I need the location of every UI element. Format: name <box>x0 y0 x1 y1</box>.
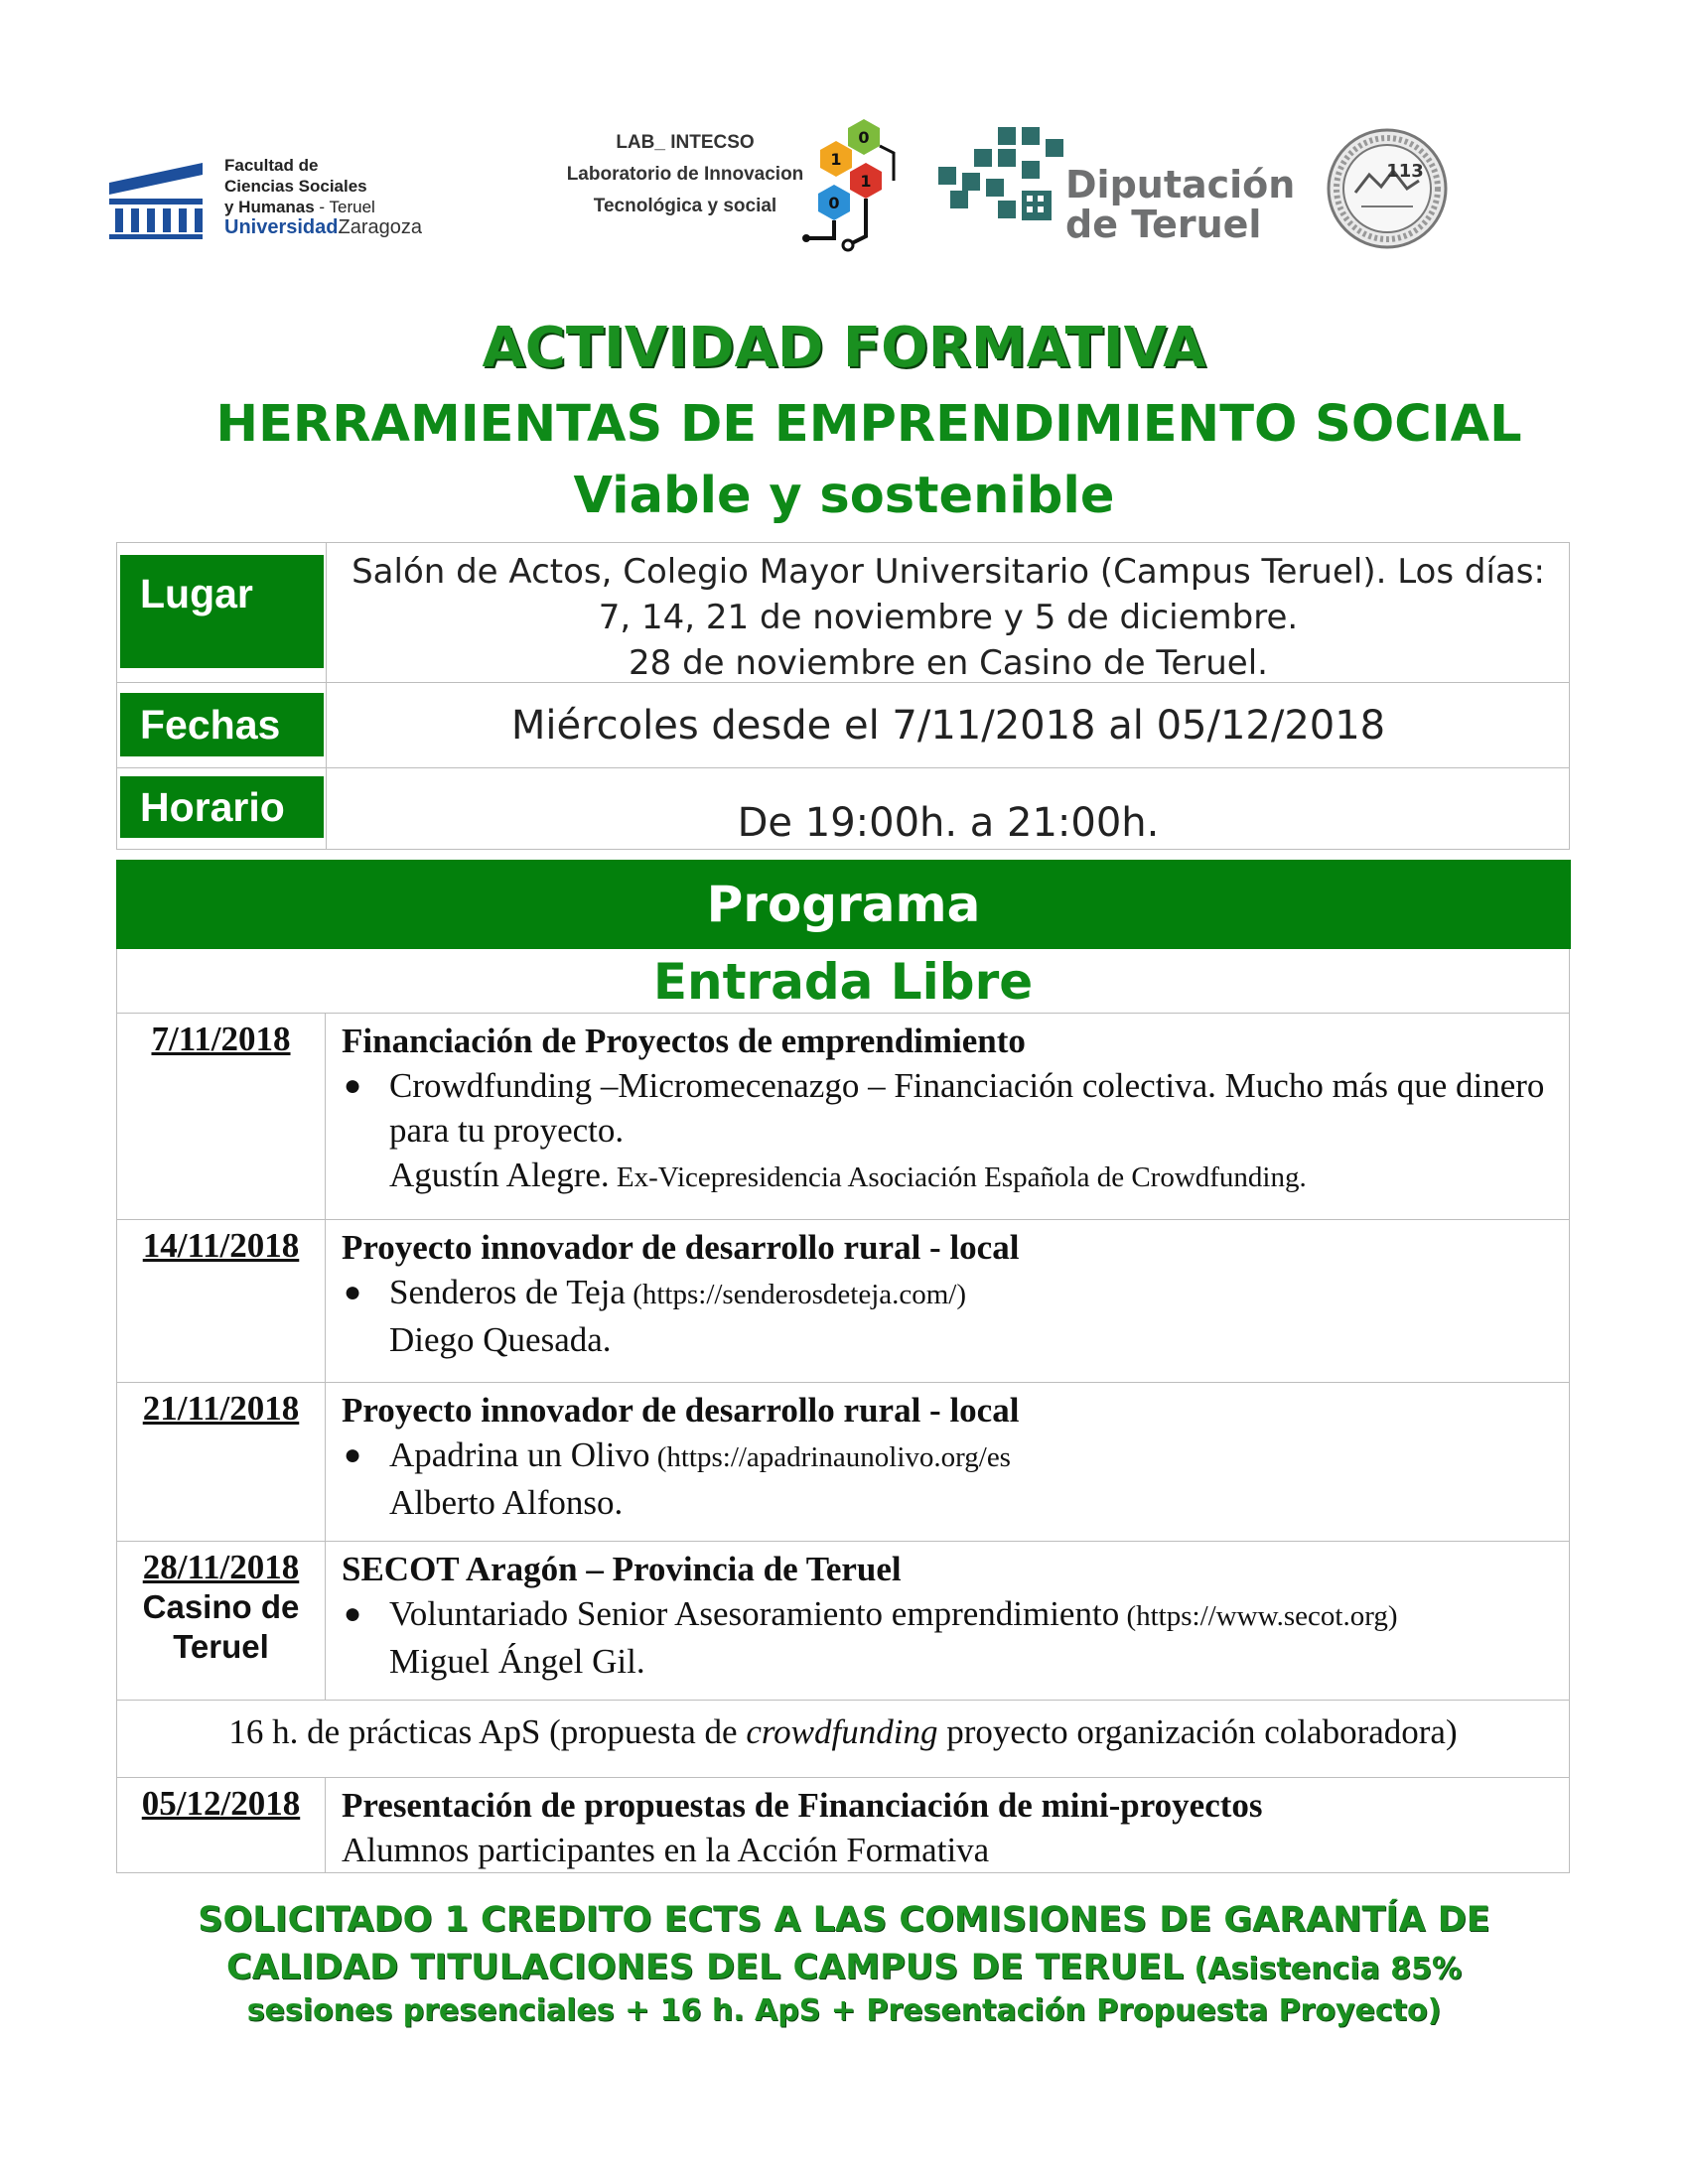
session-date: 14/11/2018 <box>142 1226 300 1265</box>
footer-note <box>119 1896 1569 2028</box>
lab-line3: Tecnológica y social <box>593 196 777 216</box>
session-speaker: Alberto Alfonso. <box>389 1483 624 1522</box>
session-row <box>117 1383 1570 1542</box>
session-body <box>326 1220 1570 1383</box>
diputacion-text <box>1065 165 1295 244</box>
seal-113-icon <box>1326 127 1449 250</box>
unizar-uni: Universidad <box>224 216 339 238</box>
activity-subtitle: HERRAMIENTAS DE EMPRENDIMIENTO SOCIAL <box>215 395 1522 454</box>
session-title: Financiación de Proyectos de emprendimiento <box>342 1022 1026 1060</box>
info-row-lugar <box>116 542 1570 683</box>
session-date: 21/11/2018 <box>142 1389 300 1428</box>
session-item <box>342 1063 1557 1200</box>
unizar-text <box>224 155 422 238</box>
diputacion-pixel-icon <box>938 127 1067 236</box>
hex-digit-4: 0 <box>828 194 840 212</box>
lugar-label: Lugar <box>120 555 324 668</box>
bullet-icon: ● <box>344 1069 362 1102</box>
session-speaker: Agustín Alegre. <box>389 1156 610 1194</box>
session-row <box>117 1220 1570 1383</box>
hex-digit-3: 1 <box>860 172 872 191</box>
diputacion-line2: de Teruel <box>1065 203 1262 246</box>
unizar-line2: Ciencias Sociales <box>224 177 367 196</box>
session-item-text: Crowdfunding –Micromecenazgo – Financiación colectiva. Mucho más que dinero para tu proyecto. <box>389 1066 1545 1150</box>
hex-digit-2: 1 <box>830 150 842 169</box>
lab-line1: LAB_ INTECSO <box>616 132 755 153</box>
unizar-logo <box>107 151 445 250</box>
session-row-final <box>117 1778 1570 1873</box>
session-line: Alumnos participantes en la Acción Formativa <box>342 1831 990 1869</box>
footer-line2-small: (Asistencia 85% <box>1184 1952 1463 1986</box>
lugar-line3: 28 de noviembre en Casino de Teruel. <box>629 643 1268 683</box>
lugar-line1: Salón de Actos, Colegio Mayor Universitario (Campus Teruel). Los días: <box>352 552 1545 592</box>
session-item <box>342 1591 1557 1684</box>
info-row-horario <box>116 768 1570 850</box>
session-item <box>342 1433 1557 1525</box>
session-title: Proyecto innovador de desarrollo rural - local <box>342 1228 1020 1267</box>
session-body <box>326 1542 1570 1701</box>
session-speaker: Diego Quesada. <box>389 1320 612 1359</box>
session-row <box>117 1542 1570 1701</box>
footer-line1: SOLICITADO 1 CREDITO ECTS A LAS COMISIONES DE GARANTÍA DE <box>198 1900 1490 1940</box>
practicas-row <box>117 1701 1570 1778</box>
unizar-line3-rest: - Teruel <box>314 198 375 216</box>
unizar-line3: y Humanas <box>224 198 315 216</box>
session-item <box>342 1270 1557 1362</box>
session-body <box>326 1014 1570 1220</box>
bullet-icon: ● <box>344 1597 362 1630</box>
bullet-icon: ● <box>344 1276 362 1308</box>
session-item-url: (https://www.secot.org) <box>1119 1600 1398 1632</box>
session-date-cell <box>117 1220 326 1383</box>
session-item-url: (https://apadrinaunolivo.org/es <box>649 1441 1011 1473</box>
session-row <box>117 1014 1570 1220</box>
practicas-italic: crowdfunding <box>746 1712 938 1751</box>
lugar-line2: 7, 14, 21 de noviembre y 5 de diciembre. <box>598 598 1299 637</box>
session-body <box>326 1383 1570 1542</box>
unizar-line1: Facultad de <box>224 156 319 175</box>
hexagon-circuit-icon <box>802 117 921 256</box>
practicas-cell <box>117 1701 1570 1778</box>
session-item-url: (https://senderosdeteja.com/) <box>625 1279 967 1310</box>
activity-title: ACTIVIDAD FORMATIVA <box>482 316 1206 380</box>
session-item-text: Senderos de Teja <box>389 1273 626 1311</box>
unizar-zar: Zaragoza <box>338 216 422 238</box>
info-row-fechas <box>116 683 1570 768</box>
session-date-cell <box>117 1014 326 1220</box>
session-date: 05/12/2018 <box>141 1784 301 1823</box>
session-item-text: Apadrina un Olivo <box>389 1435 650 1474</box>
session-speaker: Miguel Ángel Gil. <box>389 1642 645 1681</box>
bullet-icon: ● <box>344 1438 362 1471</box>
hex-digit-1: 0 <box>858 128 870 147</box>
footer-line3: sesiones presenciales + 16 h. ApS + Presentación Propuesta Proyecto) <box>246 1993 1442 2028</box>
session-body <box>326 1778 1570 1873</box>
lab-intecso-logo <box>556 117 894 256</box>
practicas-after: proyecto organización colaboradora) <box>937 1712 1458 1751</box>
university-building-icon <box>107 161 216 240</box>
session-title: Presentación de propuestas de Financiación de mini-proyectos <box>342 1786 1263 1825</box>
entrada-libre: Entrada Libre <box>116 949 1570 1013</box>
session-date-note: Casino de Teruel <box>142 1588 300 1665</box>
session-title: Proyecto innovador de desarrollo rural - local <box>342 1391 1020 1430</box>
session-speaker-note: Ex-Vicepresidencia Asociación Española de Crowdfunding. <box>609 1161 1307 1193</box>
footer-line2: CALIDAD TITULACIONES DEL CAMPUS DE TERUEL <box>225 1948 1185 1987</box>
fechas-value: Miércoles desde el 7/11/2018 al 05/12/2018 <box>510 703 1386 749</box>
lugar-value <box>328 549 1569 686</box>
lab-line2: Laboratorio de Innovacion <box>566 164 804 185</box>
session-item-text: Voluntariado Senior Asesoramiento emprendimiento <box>389 1594 1120 1633</box>
diputacion-line1: Diputación <box>1065 163 1296 206</box>
programa-heading: Programa <box>116 860 1571 949</box>
programa-table <box>116 1013 1570 1873</box>
session-date-cell <box>117 1383 326 1542</box>
session-date-cell <box>117 1542 326 1701</box>
seal-number: 113 <box>1386 161 1424 182</box>
lab-text <box>556 127 814 222</box>
diputacion-teruel-logo <box>938 121 1455 250</box>
practicas-before: 16 h. de prácticas ApS (propuesta de <box>228 1712 747 1751</box>
horario-label: Horario <box>120 776 324 838</box>
session-date: 28/11/2018 <box>142 1548 300 1586</box>
session-date-cell <box>117 1778 326 1873</box>
session-date: 7/11/2018 <box>151 1020 291 1058</box>
fechas-label: Fechas <box>120 693 324 756</box>
session-title: SECOT Aragón – Provincia de Teruel <box>342 1550 902 1588</box>
activity-tagline: Viable y sostenible <box>573 467 1115 525</box>
horario-value: De 19:00h. a 21:00h. <box>737 800 1160 846</box>
